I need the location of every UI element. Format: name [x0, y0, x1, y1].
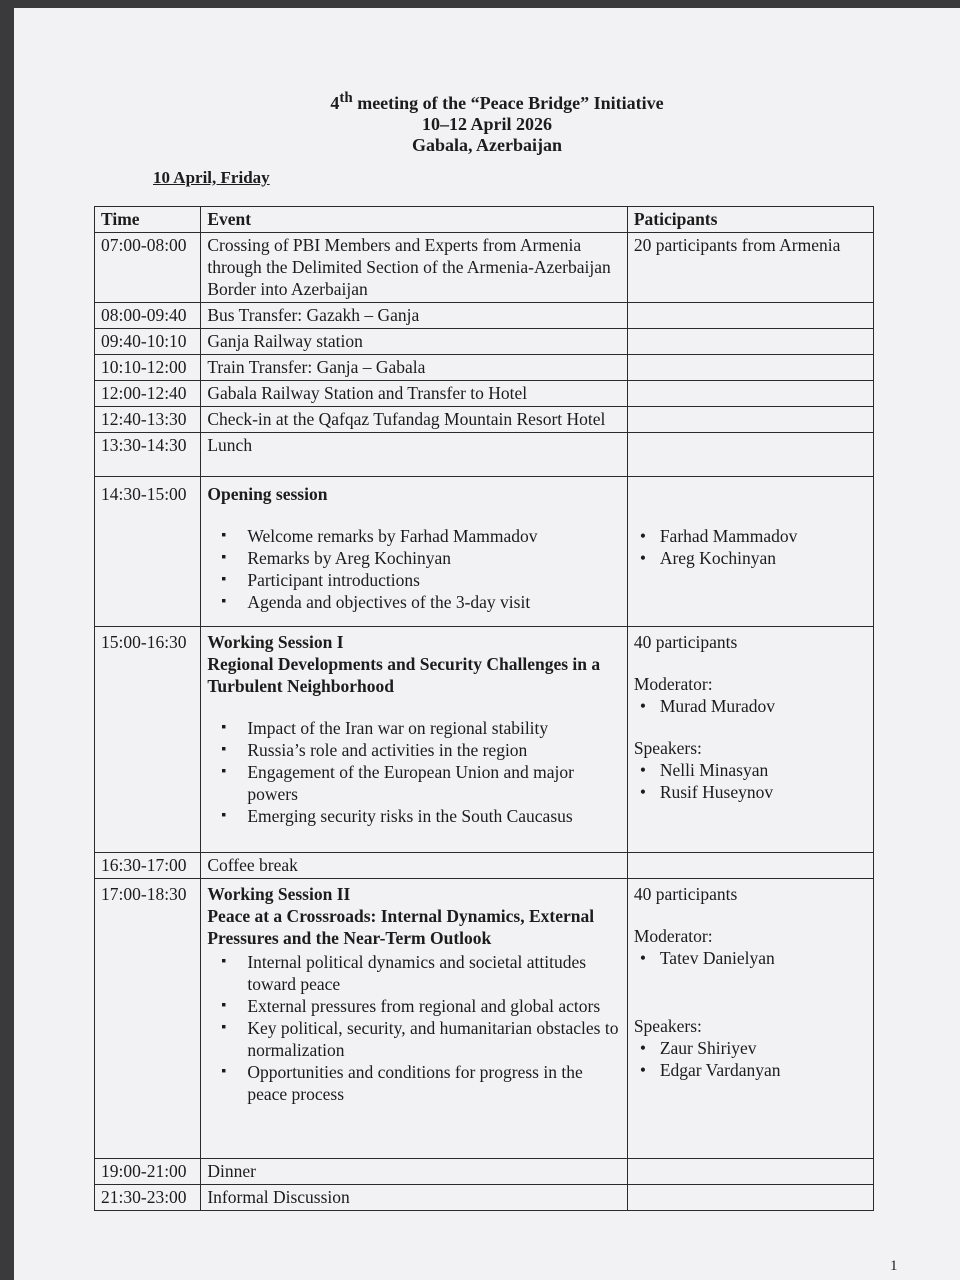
table-row [95, 407, 874, 433]
participants-cell [627, 407, 873, 433]
event-cell: Check-in at the Qafqaz Tufandag Mountain Resort Hotel [201, 407, 627, 433]
list-item: ▪ Agenda and objectives of the 3-day visit [247, 591, 620, 613]
page-number: 1 [890, 1258, 898, 1274]
speakers-label: Speakers: [633, 738, 702, 758]
agenda-bullet-list [207, 525, 620, 613]
table-header-row [95, 207, 874, 233]
table-row [95, 1159, 874, 1185]
session-subtitle: Peace at a Crossroads: Internal Dynamics, External Pressures and the Near-Term Outlook [207, 906, 595, 948]
list-item: • Edgar Vardanyan [660, 1059, 867, 1081]
event-cell: Dinner [201, 1159, 627, 1185]
list-item: ▪ Internal political dynamics and societal attitudes toward peace [247, 951, 620, 995]
meeting-location: Gabala, Azerbaijan [411, 135, 562, 155]
participants-cell [627, 303, 873, 329]
event-cell: Bus Transfer: Gazakh – Ganja [201, 303, 627, 329]
agenda-bullet-list [207, 951, 620, 1105]
table-row [95, 1185, 874, 1211]
moderator-label: Moderator: [633, 926, 713, 946]
participants-cell [627, 853, 873, 879]
time-cell: 14:30-15:00 [95, 477, 201, 627]
speaker-list [634, 759, 867, 803]
participants-cell [627, 1159, 873, 1185]
list-item: • Farhad Mammadov [660, 525, 867, 547]
time-cell: 07:00-08:00 [95, 233, 201, 303]
table-row [95, 303, 874, 329]
participants-cell [627, 381, 873, 407]
list-item: • Murad Muradov [660, 695, 867, 717]
speakers-label: Speakers: [633, 1016, 702, 1036]
table-row [95, 355, 874, 381]
people-list [634, 525, 867, 569]
event-cell: Train Transfer: Ganja – Gabala [201, 355, 627, 381]
table-row-working-session-1 [95, 627, 874, 853]
list-item: ▪ Remarks by Areg Kochinyan [247, 547, 620, 569]
time-cell: 21:30-23:00 [95, 1185, 201, 1211]
time-cell: 17:00-18:30 [95, 879, 201, 1159]
moderator-list [634, 695, 867, 717]
time-cell: 10:10-12:00 [95, 355, 201, 381]
list-item: ▪ Participant introductions [247, 569, 620, 591]
list-item: • Tatev Danielyan [660, 947, 867, 969]
event-cell: Lunch [201, 433, 627, 477]
participants-column-header: Paticipants [627, 207, 873, 233]
event-cell: Ganja Railway station [201, 329, 627, 355]
event-cell: Coffee break [201, 853, 627, 879]
time-cell: 19:00-21:00 [95, 1159, 201, 1185]
table-row [95, 433, 874, 477]
list-item: • Areg Kochinyan [660, 547, 867, 569]
meeting-dates: 10–12 April 2026 [421, 114, 552, 134]
time-cell: 16:30-17:00 [95, 853, 201, 879]
participant-count: 40 participants [633, 632, 738, 652]
list-item: • Zaur Shiriyev [660, 1037, 867, 1059]
list-item: ▪ Key political, security, and humanitarian obstacles to normalization [247, 1017, 620, 1061]
table-row [95, 329, 874, 355]
list-item: ▪ Impact of the Iran war on regional stability [247, 717, 620, 739]
participants-cell: 20 participants from Armenia [627, 233, 873, 303]
document-header [14, 88, 960, 156]
participants-cell [627, 433, 873, 477]
participants-cell [627, 355, 873, 381]
participants-cell [627, 627, 873, 853]
list-item: • Rusif Huseynov [660, 781, 867, 803]
event-cell: Gabala Railway Station and Transfer to Hotel [201, 381, 627, 407]
table-row-working-session-2 [95, 879, 874, 1159]
participants-cell [627, 329, 873, 355]
list-item: ▪ Welcome remarks by Farhad Mammadov [247, 525, 620, 547]
participants-cell [627, 1185, 873, 1211]
session-title: Working Session I [207, 632, 344, 652]
time-cell: 15:00-16:30 [95, 627, 201, 853]
session-subtitle: Regional Developments and Security Challenges in a Turbulent Neighborhood [207, 654, 601, 696]
moderator-label: Moderator: [633, 674, 713, 694]
time-cell: 12:40-13:30 [95, 407, 201, 433]
agenda-table [94, 206, 874, 1211]
table-row [95, 381, 874, 407]
time-cell: 13:30-14:30 [95, 433, 201, 477]
time-cell: 08:00-09:40 [95, 303, 201, 329]
speaker-list [634, 1037, 867, 1081]
list-item: ▪ External pressures from regional and global actors [247, 995, 620, 1017]
list-item: ▪ Emerging security risks in the South Caucasus [247, 805, 620, 827]
list-item: ▪ Engagement of the European Union and major powers [247, 761, 620, 805]
event-cell [201, 879, 627, 1159]
list-item: ▪ Opportunities and conditions for progress in the peace process [247, 1061, 620, 1105]
time-cell: 09:40-10:10 [95, 329, 201, 355]
list-item: • Nelli Minasyan [660, 759, 867, 781]
table-row [95, 853, 874, 879]
document-page [14, 8, 960, 1280]
event-cell: Crossing of PBI Members and Experts from Armenia through the Delimited Section of the Armenia-Azerbaijan Border into Azerbaijan [201, 233, 627, 303]
time-cell: 12:00-12:40 [95, 381, 201, 407]
participants-cell [627, 477, 873, 627]
participant-count: 40 participants [633, 884, 738, 904]
table-row [95, 233, 874, 303]
session-title: Working Session II [207, 884, 351, 904]
day-heading: 10 April, Friday [153, 168, 270, 187]
time-column-header: Time [95, 207, 201, 233]
event-cell [201, 627, 627, 853]
agenda-bullet-list [207, 717, 620, 827]
event-cell: Informal Discussion [201, 1185, 627, 1211]
event-column-header: Event [201, 207, 627, 233]
list-item: ▪ Russia’s role and activities in the region [247, 739, 620, 761]
moderator-list [634, 947, 867, 969]
meeting-title: 4th meeting of the “Peace Bridge” Initiative [330, 90, 664, 113]
table-row-opening-session [95, 477, 874, 627]
event-cell [201, 477, 627, 627]
session-title: Opening session [207, 484, 328, 504]
participants-cell [627, 879, 873, 1159]
